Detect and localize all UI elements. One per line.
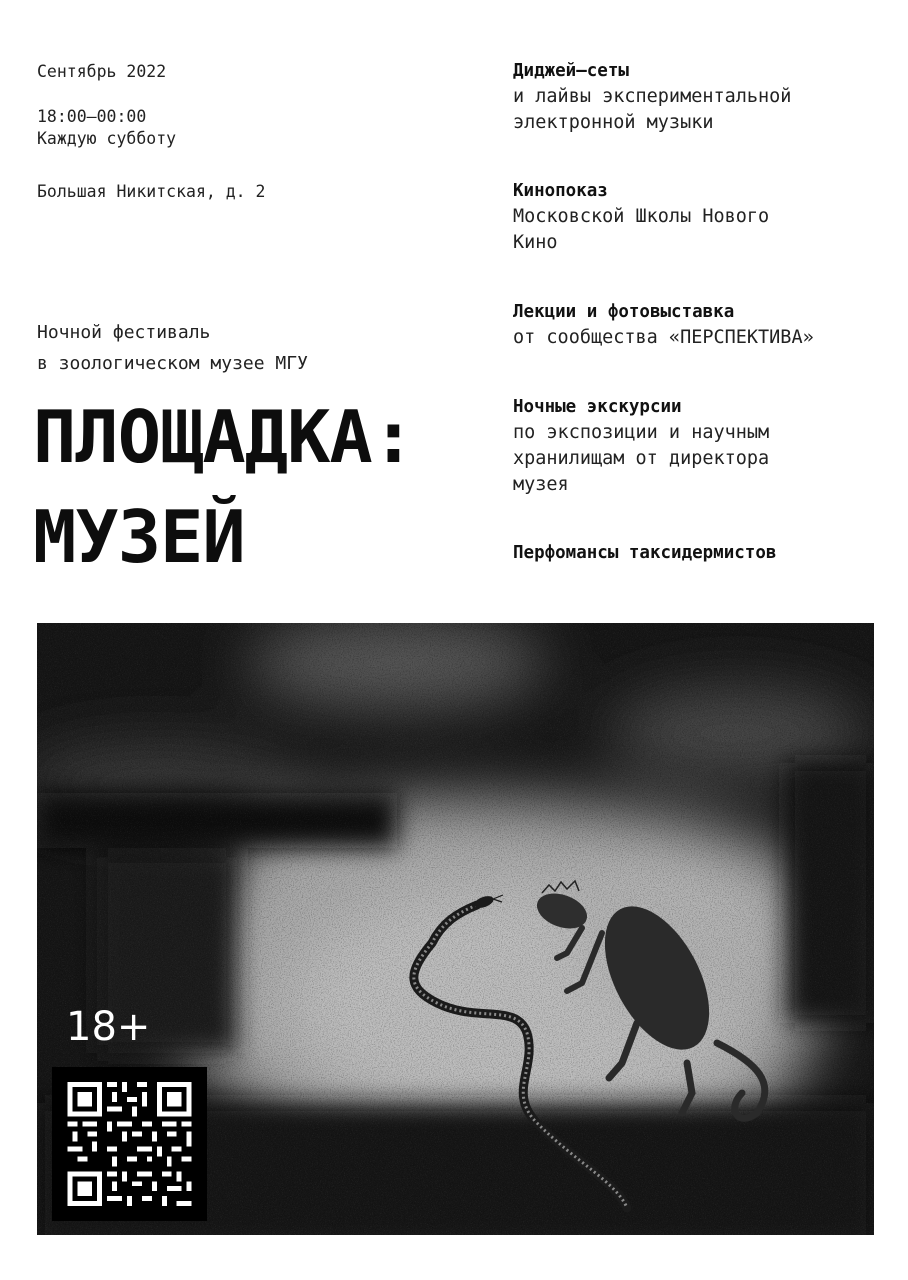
program-item-tours: [513, 394, 903, 498]
program-item-cinema: [513, 178, 903, 256]
program-item-dj: [513, 58, 903, 136]
age-rating-badge: 18+: [66, 1004, 151, 1050]
program-description: от сообщества «ПЕРСПЕКТИВА»: [513, 327, 814, 348]
festival-subtitle-line1: Ночной фестиваль: [37, 322, 211, 343]
qr-code-icon[interactable]: [52, 1067, 207, 1221]
festival-title-line2: МУЗЕЙ: [33, 495, 245, 579]
program-item-performance: [513, 540, 903, 566]
festival-title-line1: ПЛОЩАДКА:: [33, 395, 415, 479]
event-address: Большая Никитская, д. 2: [37, 182, 266, 201]
program-description: хранилищам от директора: [513, 448, 770, 469]
program-description: музея: [513, 474, 569, 495]
program-heading: Перфомансы таксидермистов: [513, 543, 777, 563]
program-heading: Лекции и фотовыставка: [513, 302, 735, 322]
program-heading: Ночные экскурсии: [513, 397, 682, 417]
event-month: Сентябрь 2022: [37, 62, 167, 81]
program-description: Кино: [513, 232, 558, 253]
program-description: и лайвы экспериментальной: [513, 86, 792, 107]
program-description: по экспозиции и научным: [513, 422, 770, 443]
event-time: 18:00–00:00: [37, 107, 147, 126]
program-heading: Диджей–сеты: [513, 61, 629, 81]
program-heading: Кинопоказ: [513, 181, 608, 201]
program-item-lectures: [513, 299, 903, 351]
event-days: Каждую субботу: [37, 129, 177, 148]
festival-subtitle-line2: в зоологическом музее МГУ: [37, 353, 308, 374]
program-description: Московской Школы Нового: [513, 206, 770, 227]
program-description: электронной музыки: [513, 112, 714, 133]
